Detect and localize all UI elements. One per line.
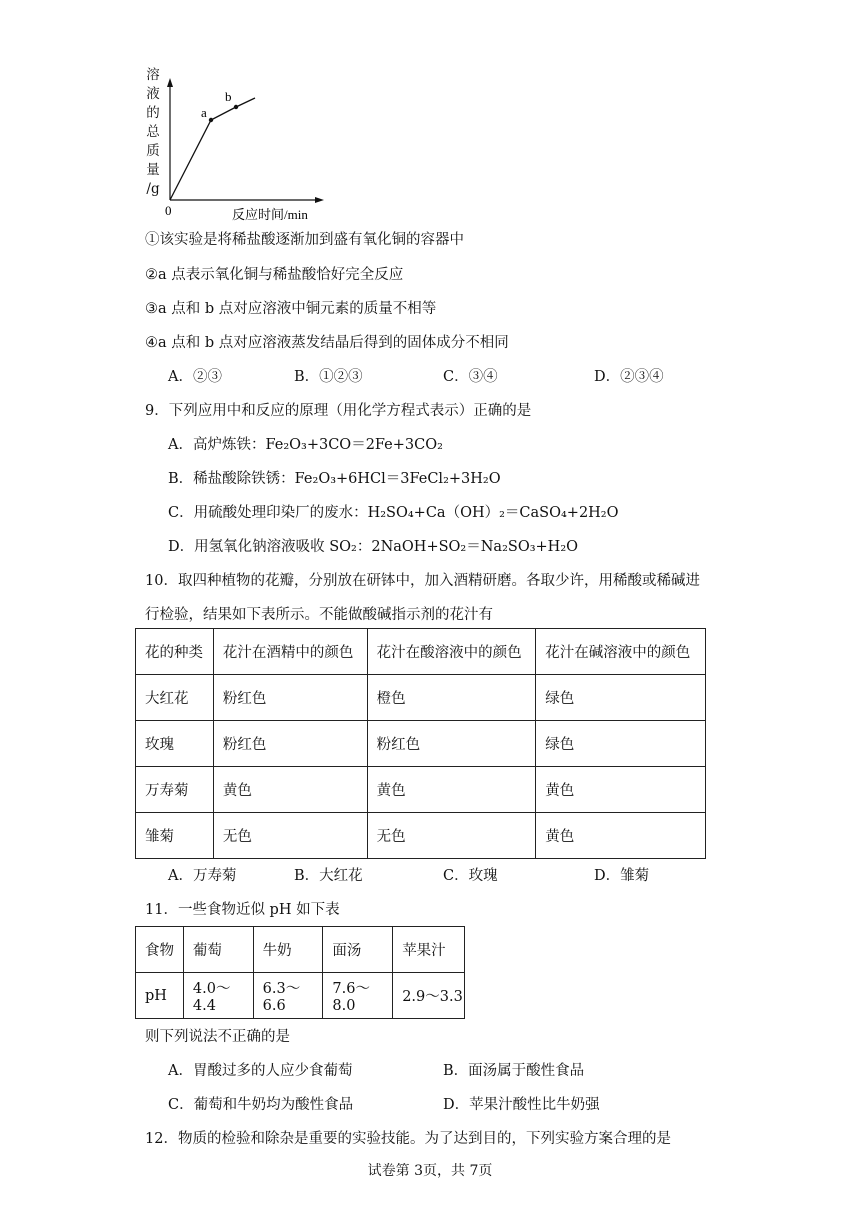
y-label-char: 液 (146, 86, 160, 102)
q8-statement-3: ③a 点和 b 点对应溶液中铜元素的质量不相等 (145, 301, 437, 317)
table-header-cell: 面汤 (323, 927, 393, 973)
y-axis-label (145, 66, 161, 199)
y-label-char: /g (146, 181, 160, 197)
mass-curve (170, 98, 255, 200)
table-header-cell: 花汁在酸溶液中的颜色 (367, 629, 536, 675)
table-cell: 绿色 (536, 675, 706, 721)
q11-after: 则下列说法不正确的是 (145, 1029, 290, 1045)
q8-option-c[interactable]: C．③④ (443, 369, 498, 385)
table-cell: 万寿菊 (136, 767, 214, 813)
table-cell: 粉红色 (213, 721, 367, 767)
table-header-cell: 牛奶 (253, 927, 323, 973)
y-label-char: 量 (146, 162, 160, 178)
q10-option-c[interactable]: C．玫瑰 (443, 868, 498, 884)
x-axis-label: 反应时间/min (232, 207, 308, 222)
q8-statement-2: ②a 点表示氧化铜与稀盐酸恰好完全反应 (145, 267, 404, 283)
origin-label: 0 (165, 203, 172, 218)
q11-option-c[interactable]: C．葡萄和牛奶均为酸性食品 (168, 1097, 354, 1113)
table-row (136, 767, 706, 813)
q8-option-d[interactable]: D．②③④ (594, 369, 664, 385)
table-header-cell: 花汁在碱溶液中的颜色 (536, 629, 706, 675)
q10-option-b[interactable]: B．大红花 (294, 868, 363, 884)
table-cell: 无色 (213, 813, 367, 859)
table-cell: 玫瑰 (136, 721, 214, 767)
table-cell: 7.6～8.0 (323, 973, 393, 1019)
table-cell: 6.3～6.6 (253, 973, 323, 1019)
table-cell: pH (136, 973, 184, 1019)
table-header-cell: 葡萄 (183, 927, 253, 973)
reaction-graph (140, 62, 340, 226)
table-header-cell: 食物 (136, 927, 184, 973)
table-cell: 橙色 (367, 675, 536, 721)
page-footer: 试卷第 3页，共 7页 (367, 1163, 493, 1179)
y-axis-arrow (167, 78, 173, 87)
point-a-label: a (201, 105, 207, 120)
table-row (136, 721, 706, 767)
y-label-char: 总 (146, 124, 160, 140)
table-header-row (136, 927, 465, 973)
ph-table (135, 926, 465, 1019)
table-row (136, 813, 706, 859)
q8-option-b[interactable]: B．①②③ (294, 369, 363, 385)
y-label-char: 质 (146, 143, 160, 159)
q12-stem: 12．物质的检验和除杂是重要的实验技能。为了达到目的，下列实验方案合理的是 (145, 1131, 671, 1147)
q9-option-b[interactable]: B．稀盐酸除铁锈：Fe₂O₃+6HCl＝3FeCl₂+3H₂O (168, 471, 501, 487)
q10-stem-line1: 10．取四种植物的花瓣，分别放在研钵中，加入酒精研磨。各取少许，用稀酸或稀碱进 (145, 573, 700, 589)
table-cell: 绿色 (536, 721, 706, 767)
q8-statement-1: ①该实验是将稀盐酸逐渐加到盛有氧化铜的容器中 (145, 232, 464, 248)
q10-stem-line2: 行检验，结果如下表所示。不能做酸碱指示剂的花汁有 (145, 607, 493, 623)
table-cell: 黄色 (213, 767, 367, 813)
y-label-char: 的 (146, 105, 160, 121)
q11-stem: 11．一些食物近似 pH 如下表 (145, 902, 340, 918)
table-header-cell: 花汁在酒精中的颜色 (213, 629, 367, 675)
q8-option-a[interactable]: A．②③ (168, 369, 222, 385)
graph-svg (140, 62, 340, 222)
table-header-cell: 花的种类 (136, 629, 214, 675)
table-row (136, 675, 706, 721)
q11-option-a[interactable]: A．胃酸过多的人应少食葡萄 (168, 1063, 353, 1079)
table-header-row (136, 629, 706, 675)
q9-option-d[interactable]: D．用氢氧化钠溶液吸收 SO₂：2NaOH+SO₂＝Na₂SO₃+H₂O (168, 539, 579, 555)
point-b (234, 105, 238, 109)
table-cell: 4.0～4.4 (183, 973, 253, 1019)
flower-table (135, 628, 706, 859)
q11-option-b[interactable]: B．面汤属于酸性食品 (443, 1063, 585, 1079)
q11-option-d[interactable]: D．苹果汁酸性比牛奶强 (443, 1097, 600, 1113)
table-cell: 粉红色 (367, 721, 536, 767)
table-cell: 雏菊 (136, 813, 214, 859)
y-label-char: 溶 (146, 67, 160, 83)
table-cell: 2.9～3.3 (393, 973, 465, 1019)
point-b-label: b (225, 89, 232, 104)
q10-option-a[interactable]: A．万寿菊 (168, 868, 237, 884)
table-cell: 黄色 (367, 767, 536, 813)
table-cell: 黄色 (536, 767, 706, 813)
table-row (136, 973, 465, 1019)
point-a (209, 118, 213, 122)
q9-option-a[interactable]: A．高炉炼铁：Fe₂O₃+3CO＝2Fe+3CO₂ (168, 437, 443, 453)
x-axis-arrow (315, 197, 324, 203)
table-cell: 大红花 (136, 675, 214, 721)
q10-option-d[interactable]: D．雏菊 (594, 868, 650, 884)
table-cell: 黄色 (536, 813, 706, 859)
q9-option-c[interactable]: C．用硫酸处理印染厂的废水：H₂SO₄+Ca（OH）₂＝CaSO₄+2H₂O (168, 505, 619, 521)
q9-stem: 9．下列应用中和反应的原理（用化学方程式表示）正确的是 (145, 403, 532, 419)
table-cell: 粉红色 (213, 675, 367, 721)
q8-statement-4: ④a 点和 b 点对应溶液蒸发结晶后得到的固体成分不相同 (145, 335, 509, 351)
table-header-cell: 苹果汁 (393, 927, 465, 973)
table-cell: 无色 (367, 813, 536, 859)
